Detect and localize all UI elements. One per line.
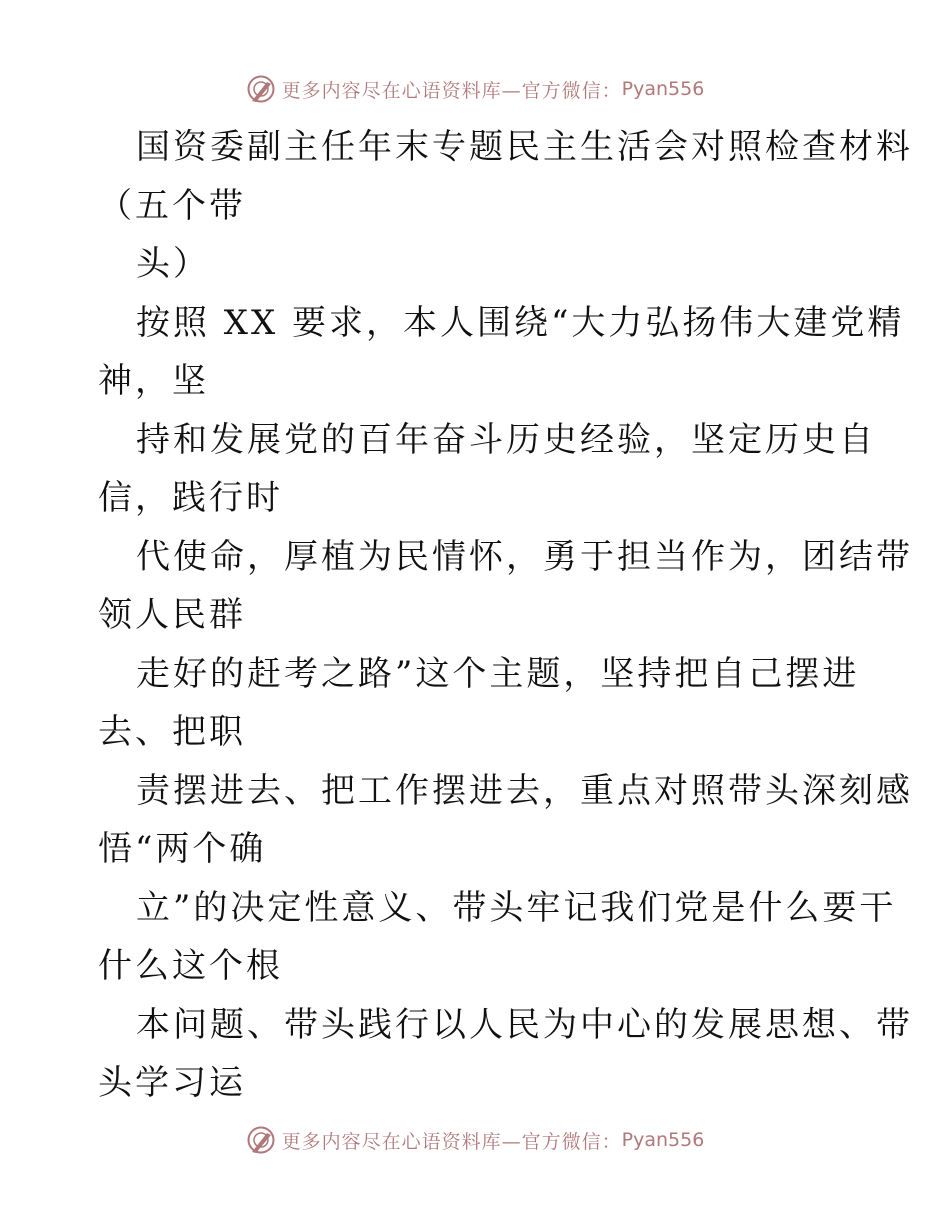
paragraph-line: 悟“两个确 bbox=[98, 829, 267, 869]
watermark-text: 更多内容尽在心语资料库—官方微信： bbox=[281, 1130, 622, 1153]
footer-watermark bbox=[0, 1123, 950, 1157]
header-watermark bbox=[0, 72, 950, 106]
title-line-1: 国资委副主任年末专题民主生活会对照检查材料 bbox=[136, 127, 913, 167]
title-line-3: 头） bbox=[136, 244, 210, 284]
paragraph-line: 信，践行时 bbox=[98, 478, 283, 518]
title-line-2: （五个带 bbox=[98, 185, 246, 226]
watermark-text: 更多内容尽在心语资料库—官方微信： bbox=[281, 79, 622, 102]
document-body bbox=[98, 118, 913, 1113]
paragraph-line: 领人民群 bbox=[98, 595, 246, 635]
paragraph-line: 什么这个根 bbox=[98, 946, 283, 986]
paragraph-line: 神，坚 bbox=[98, 361, 209, 401]
paragraph-line: 走好的赶考之路”这个主题，坚持把自己摆进 bbox=[136, 653, 860, 694]
watermark-handle: Pyan556 bbox=[621, 1129, 705, 1151]
paragraph-line: 本问题、带头践行以人民为中心的发展思想、带 bbox=[136, 1004, 913, 1045]
paragraph-line: 头学习运 bbox=[98, 1063, 246, 1103]
paragraph-line: 按照 XX 要求，本人围绕“大力弘扬伟大建党精 bbox=[136, 302, 905, 343]
paragraph-line: 责摆进去、把工作摆进去，重点对照带头深刻感 bbox=[136, 770, 913, 811]
watermark-handle: Pyan556 bbox=[621, 78, 705, 100]
pen-circle-icon bbox=[246, 74, 276, 104]
pen-circle-icon bbox=[246, 1125, 276, 1155]
paragraph-line: 持和发展党的百年奋斗历史经验，坚定历史自 bbox=[136, 419, 876, 460]
paragraph-line: 立”的决定性意义、带头牢记我们党是什么要干 bbox=[136, 887, 897, 928]
paragraph-line: 去、把职 bbox=[98, 712, 246, 752]
paragraph-line: 代使命，厚植为民情怀，勇于担当作为，团结带 bbox=[136, 536, 913, 577]
